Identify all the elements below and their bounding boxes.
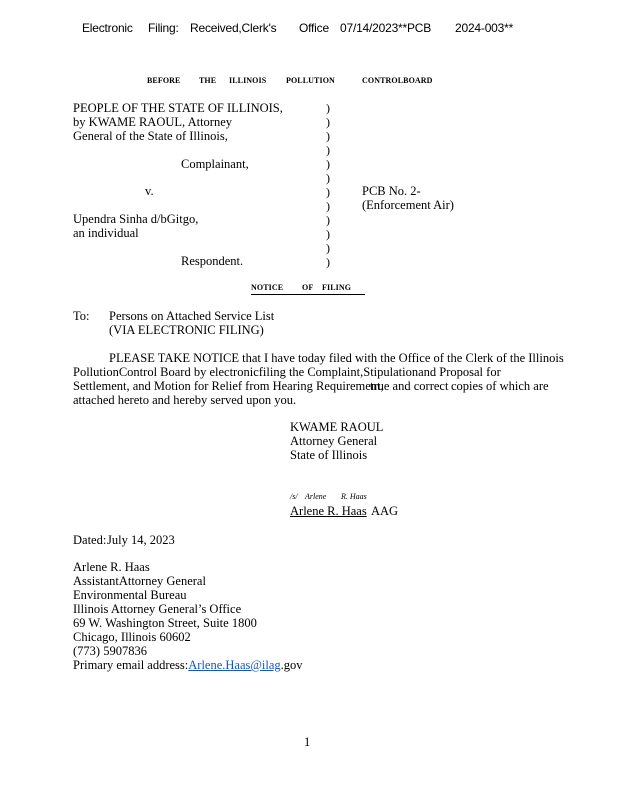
caption-paren: ) [326, 227, 330, 241]
signature-last: R. Haas [341, 492, 367, 501]
contact-bureau: Environmental Bureau [73, 588, 187, 602]
signer-suffix: AAG [371, 504, 399, 518]
notice-title-notice: NOTICE [251, 283, 284, 292]
dated-date: July 14, 2023 [107, 533, 175, 547]
body-line-3b: true and correct [370, 379, 449, 393]
caption-respondent: Respondent. [181, 254, 244, 268]
board-title-pollution: POLLUTION [286, 76, 335, 85]
caption-complainant: Complainant, [181, 157, 249, 171]
dated-label: Dated: [73, 533, 107, 547]
signatory-title: Attorney General [290, 434, 378, 448]
board-title-controlboard: CONTROLBOARD [362, 76, 433, 85]
page-number: 1 [304, 735, 311, 749]
filing-header-filing: Filing: [148, 21, 179, 35]
notice-title-filing: FILING [322, 283, 352, 292]
signer-name: Arlene R. Haas [290, 504, 367, 518]
caption-paren: ) [326, 185, 330, 199]
contact-email-line [73, 658, 303, 672]
contact-city: Chicago, Illinois 60602 [73, 630, 191, 644]
caption-paren: ) [326, 241, 330, 255]
contact-email-link[interactable]: Arlene.Haas@ilag [188, 658, 281, 672]
signatory-state: State of Illinois [290, 448, 368, 462]
notice-title-of: OF [302, 283, 314, 292]
caption-paren: ) [326, 143, 330, 157]
filing-header-office: Office [299, 21, 329, 35]
caption-paren: ) [326, 199, 330, 213]
caption-versus: v. [145, 184, 154, 198]
case-number: PCB No. 2- [362, 184, 421, 198]
contact-phone: (773) 5907836 [73, 644, 147, 658]
to-label: To: [73, 309, 90, 323]
caption-paren: ) [326, 157, 330, 171]
contact-name: Arlene R. Haas [73, 560, 150, 574]
caption-plaintiff-line-2: by KWAME RAOUL, Attorney [73, 115, 233, 129]
contact-title: AssistantAttorney General [73, 574, 206, 588]
caption-paren: ) [326, 129, 330, 143]
contact-office: Illinois Attorney General’s Office [73, 602, 242, 616]
to-method: (VIA ELECTRONIC FILING) [109, 323, 264, 337]
body-line-1: PLEASE TAKE NOTICE that I have today filed with the Office of the Clerk of the Illinois [109, 351, 564, 365]
caption-defendant-line-1: Upendra Sinha d/bGitgo, [73, 212, 199, 226]
body-line-3a: Settlement, and Motion for Relief from Hearing Requirement, [73, 379, 384, 393]
board-title-illinois: ILLINOIS [229, 76, 267, 85]
caption-paren: ) [326, 255, 330, 269]
body-line-2: PollutionControl Board by electronicfiling the Complaint,Stipulationand Proposal for [73, 365, 501, 379]
caption-plaintiff-line-1: PEOPLE OF THE STATE OF ILLINOIS, [73, 101, 283, 115]
caption-plaintiff-line-3: General of the State of Illinois, [73, 129, 228, 143]
body-line-4: attached hereto and hereby served upon you. [73, 393, 297, 407]
case-type: (Enforcement Air) [362, 198, 454, 212]
caption-paren: ) [326, 101, 330, 115]
notice-title-underline [251, 294, 365, 295]
board-title-the: THE [199, 76, 217, 85]
signature-first: Arlene [305, 492, 327, 501]
filing-header-electronic: Electronic [82, 21, 133, 35]
filing-header-date: 07/14/2023**PCB [340, 21, 432, 35]
caption-defendant-line-2: an individual [73, 226, 139, 240]
signatory-name: KWAME RAOUL [290, 420, 384, 434]
caption-paren: ) [326, 171, 330, 185]
contact-email-rest: .gov [280, 658, 303, 672]
filing-header-received: Received,Clerk's [190, 21, 277, 35]
filing-header-docket: 2024-003** [455, 21, 514, 35]
to-recipients: Persons on Attached Service List [109, 309, 275, 323]
caption-paren: ) [326, 115, 330, 129]
body-line-3c: copies of which are [451, 379, 549, 393]
board-title-before: BEFORE [147, 76, 181, 85]
contact-street: 69 W. Washington Street, Suite 1800 [73, 616, 257, 630]
signature-prefix: /s/ [290, 492, 298, 501]
caption-paren: ) [326, 213, 330, 227]
contact-email-label: Primary email address: [73, 658, 189, 672]
